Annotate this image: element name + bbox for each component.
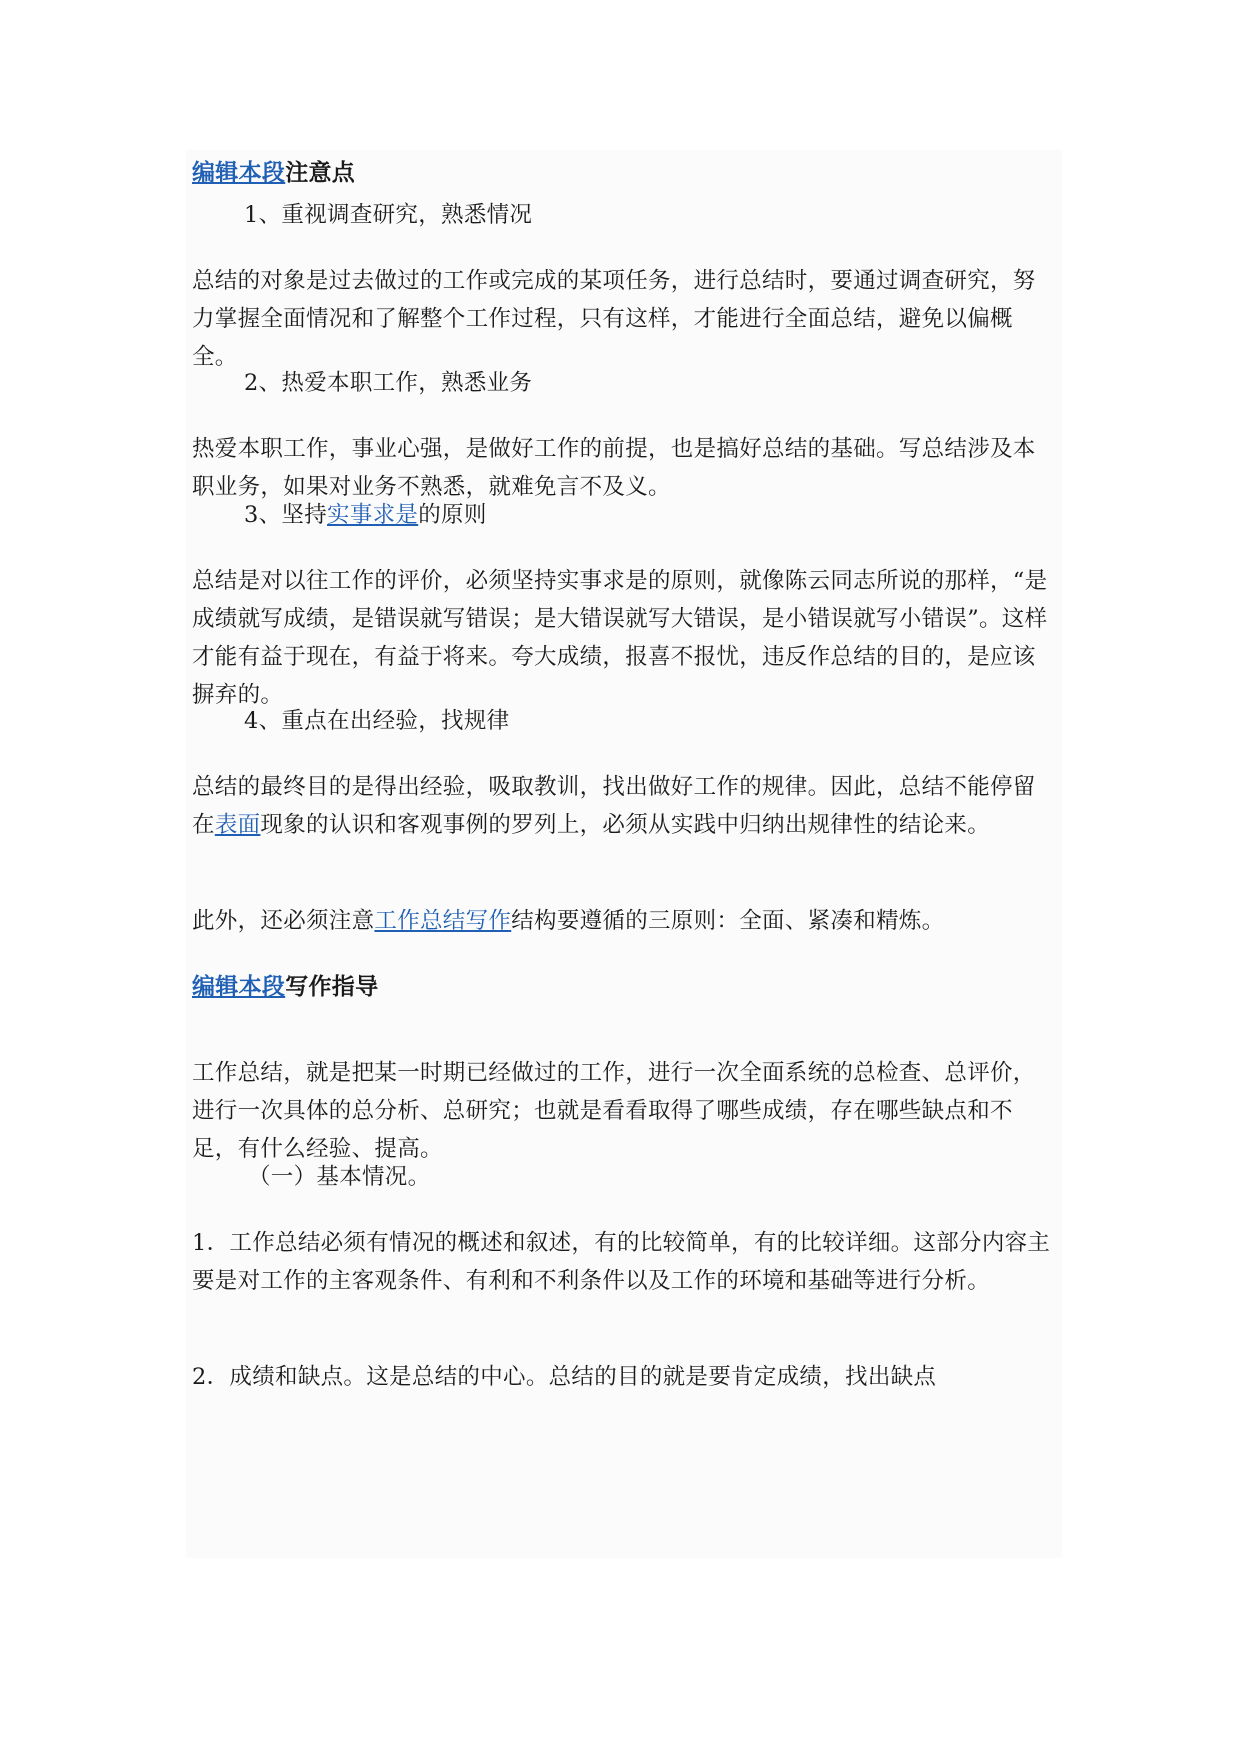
work-summary-writing-link[interactable]: 工作总结写作	[374, 908, 512, 934]
edit-section-link[interactable]: 编辑本段	[192, 974, 286, 1000]
list-item: 2、热爱本职工作，熟悉业务	[244, 370, 533, 396]
paragraph: 热爱本职工作，事业心强，是做好工作的前提，也是搞好总结的基础。写总结涉及本职业务，如果对业务不熟悉，就难免言不及义。	[192, 436, 1036, 500]
paragraph: 总结是对以往工作的评价，必须坚持实事求是的原则，就像陈云同志所说的那样，“是成绩就写成绩，是错误就写错误；是大错误就写大错误，是小错误就写小错误”。这样才能有益于现在，有益于将来。夸大成绩，报喜不报忧，违反作总结的目的，是应该摒弃的。	[192, 568, 1048, 708]
surface-link[interactable]: 表面	[214, 812, 261, 838]
paragraph	[192, 902, 1052, 940]
paragraph-text: 总结的最终目的是得出经验，吸取教训，找出做好工作的规律。因此，总结不能停留在	[192, 774, 1036, 838]
shishiqiushi-link[interactable]: 实事求是	[327, 502, 419, 528]
section-heading-notes	[192, 154, 355, 192]
paragraph-text: 此外，还必须注意	[192, 908, 375, 934]
list-item-text: 3、坚持	[244, 502, 328, 528]
list-item	[244, 496, 487, 534]
list-item-text: 的原则	[418, 502, 487, 528]
paragraph	[192, 768, 1052, 844]
document-page	[186, 150, 1062, 1558]
section-title: 写作指导	[285, 974, 379, 1000]
edit-section-link[interactable]: 编辑本段	[192, 160, 286, 186]
section-heading-guide	[192, 968, 378, 1006]
paragraph-text: 现象的认识和客观事例的罗列上，必须从实践中归纳出规律性的结论来。	[260, 812, 991, 838]
list-item: （一）基本情况。	[248, 1164, 431, 1190]
paragraph: 工作总结，就是把某一时期已经做过的工作，进行一次全面系统的总检查、总评价，进行一次具体的总分析、总研究；也就是看看取得了哪些成绩，存在哪些缺点和不足，有什么经验、提高。	[192, 1060, 1036, 1162]
section-title: 注意点	[285, 160, 356, 186]
paragraph: 总结的对象是过去做过的工作或完成的某项任务，进行总结时，要通过调查研究，努力掌握全面情况和了解整个工作过程，只有这样，才能进行全面总结，避免以偏概全。	[192, 268, 1036, 370]
paragraph: 2．成绩和缺点。这是总结的中心。总结的目的就是要肯定成绩，找出缺点	[192, 1364, 937, 1390]
list-item: 4、重点在出经验，找规律	[244, 708, 510, 734]
paragraph: 1．工作总结必须有情况的概述和叙述，有的比较简单，有的比较详细。这部分内容主要是对工作的主客观条件、有利和不利条件以及工作的环境和基础等进行分析。	[192, 1230, 1051, 1294]
list-item: 1、重视调查研究，熟悉情况	[244, 202, 533, 228]
paragraph-text: 结构要遵循的三原则：全面、紧凑和精炼。	[511, 908, 945, 934]
